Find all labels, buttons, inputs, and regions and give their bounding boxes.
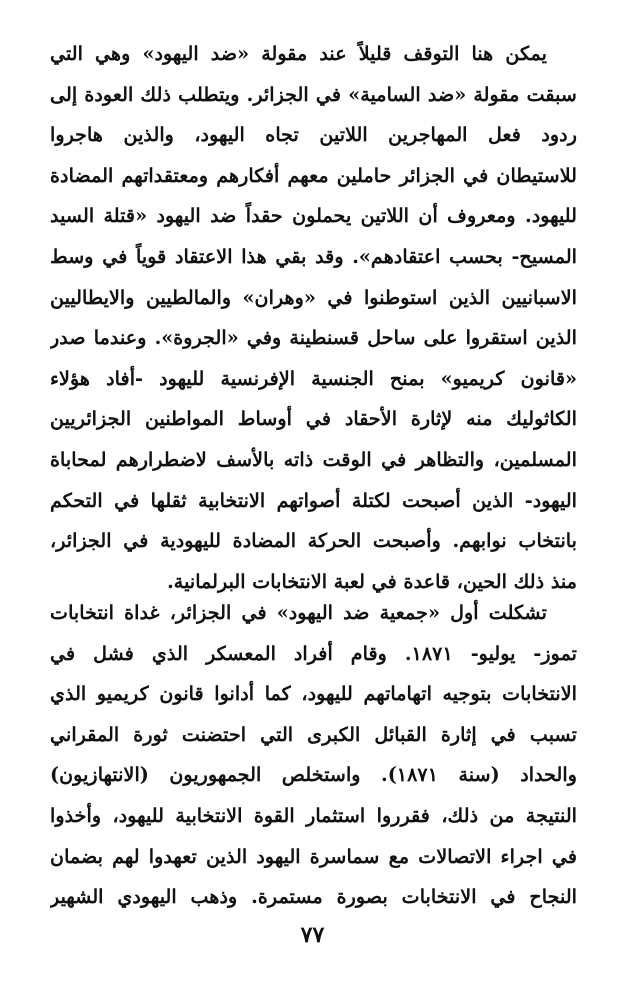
paragraph-line: منذ ذلك الحين، قاعدة في لعبة الانتخابات البرلمانية. — [167, 569, 577, 593]
paragraph-line: تشكلت أول «جمعية ضد اليهود» في الجزائر، غداة انتخابات — [50, 601, 547, 624]
paragraph-line: المسيح- بحسب اعتقادهم». وقد بقي هذا الاعتقاد قوياً في وسط — [50, 244, 577, 268]
paragraph-line: الذين استقروا على ساحل قسنطينة وفي «الجروة». وعندما صدر — [50, 326, 577, 350]
paragraph-1 — [50, 34, 577, 602]
paragraph-line: في اجراء الاتصالات مع سماسرة اليهود الذين تعهدوا لهم بضمان — [50, 844, 577, 868]
paragraph-2 — [50, 593, 577, 918]
paragraph-line: النجاح في الانتخابات بصورة مستمرة. وذهب اليهودي الشهير — [50, 885, 577, 909]
paragraph-line: للاستيطان في الجزائر حاملين معهم أفكارهم ومعتقداتهم المضادة — [50, 163, 577, 187]
paragraph-line: النتيجة من ذلك، فقرروا استثمار القوة الانتخابية لليهود، وأخذوا — [50, 803, 577, 827]
paragraph-line: الاسبانيين الذين استوطنوا في «وهران» والمالطيين والايطاليين — [50, 285, 577, 309]
page-number: ٧٧ — [300, 922, 325, 948]
paragraph-line: اليهود- الذين أصبحت لكتلة أصواتهم الانتخابية ثقلها في التحكم — [50, 488, 577, 512]
paragraph-line: المسلمين، والتظاهر في الوقت ذاته بالأسف لاضطرارهم لمحاباة — [50, 447, 577, 471]
paragraph-line: الانتخابات بتوجيه اتهاماتهم لليهود، كما أدانوا قانون كريميو الذي — [50, 682, 577, 706]
paragraph-line: بانتخاب نوابهم. وأصبحت الحركة المضادة لليهودية في الجزائر، — [50, 529, 577, 553]
paragraph-line: تموز- يوليو- ١٨٧١. وقام أفراد المعسكر الذي فشل في — [50, 641, 577, 665]
paragraph-line: والحداد (سنة ١٨٧١). واستخلص الجمهوريون (الانتهازيون) — [50, 763, 577, 787]
paragraph-line: سبقت مقولة «ضد السامية» في الجزائر. ويتطلب ذلك العودة إلى — [50, 82, 577, 106]
paragraph-line: يمكن هنا التوقف قليلاً عند مقولة «ضد اليهود» وهي التي — [50, 42, 547, 65]
paragraph-line: «قانون كريميو» بمنح الجنسية الإفرنسية لليهود -أفاد هؤلاء — [50, 366, 577, 390]
paragraph-line: الكاثوليك منه لإثارة الأحقاد في أوساط المواطنين الجزائريين — [50, 407, 577, 431]
paragraph-line: ردود فعل المهاجرين اللاتين تجاه اليهود، والذين هاجروا — [50, 123, 577, 147]
paragraph-line: لليهود. ومعروف أن اللاتين يحملون حقداً ضد اليهود «قتلة السيد — [50, 204, 577, 228]
paragraph-line: تسبب في إثارة القبائل الكبرى التي احتضنت ثورة المقراني — [50, 722, 577, 746]
